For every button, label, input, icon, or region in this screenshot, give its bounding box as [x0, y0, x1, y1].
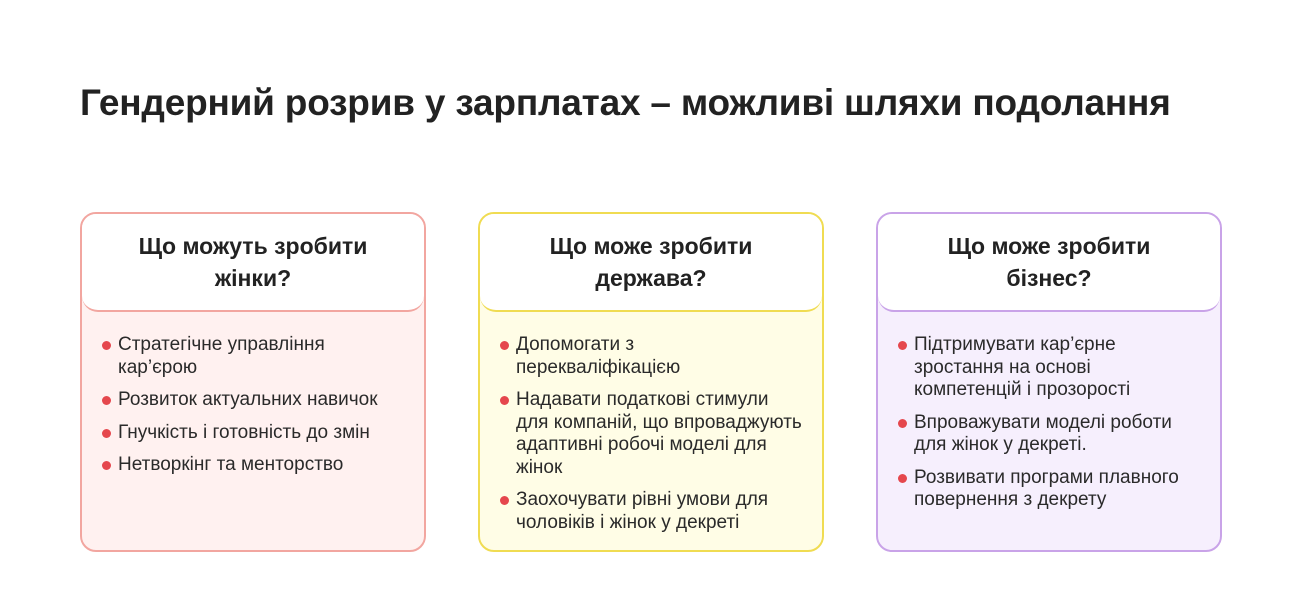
card-items [480, 312, 822, 534]
bullet-dot [898, 474, 907, 483]
list-item [102, 454, 404, 477]
card-title: Що може зробити бізнес? [947, 233, 1151, 291]
list-item-text: Надавати податкові стимули для компаній, що впроваджують адаптивні робочі моделі для жінок [516, 389, 802, 478]
list-item-text: Розвивати програми плавного повернення з декрету [914, 466, 1179, 510]
bullet-dot [102, 429, 111, 438]
card-items [878, 312, 1220, 512]
bullet-dot [102, 341, 111, 350]
bullet-dot [500, 496, 509, 505]
list-item-text: Гнучкість і готовність до змін [118, 421, 370, 443]
card-women [80, 212, 426, 552]
card-header [480, 214, 822, 312]
list-item [102, 334, 404, 379]
list-item [898, 334, 1200, 402]
card-title: Що може зробити держава? [549, 233, 753, 291]
card-title: Що можуть зробити жінки? [138, 233, 368, 291]
list-item [102, 389, 404, 412]
bullet-dot [500, 341, 509, 350]
page-title: Гендерний розрив у зарплатах – можливі шляхи подолання [80, 82, 1171, 123]
card-header [82, 214, 424, 312]
bullet-dot [102, 461, 111, 470]
list-item [898, 467, 1200, 512]
card-items [82, 312, 424, 477]
list-item [500, 334, 802, 379]
card-state [478, 212, 824, 552]
list-item [898, 412, 1200, 457]
list-item-text: Впроважувати моделі роботи для жінок у декреті. [914, 411, 1172, 455]
list-item-text: Допомогати з перекваліфікацією [516, 334, 681, 378]
card-business [876, 212, 1222, 552]
list-item-text: Заохочувати рівні умови для чоловіків і жінок у декреті [516, 489, 769, 533]
card-header [878, 214, 1220, 312]
list-item-text: Підтримувати кар’єрне зростання на основі компетенцій і прозорості [914, 334, 1131, 400]
list-item-text: Розвиток актуальних навичок [118, 389, 378, 410]
list-item [500, 389, 802, 479]
cards-container [80, 212, 1224, 554]
bullet-dot [898, 419, 907, 428]
list-item-text: Нетворкінг та менторство [118, 454, 344, 475]
list-item [500, 489, 802, 534]
bullet-dot [898, 341, 907, 350]
bullet-dot [500, 396, 509, 405]
bullet-dot [102, 396, 111, 405]
list-item-text: Стратегічне управління кар’єрою [118, 334, 325, 378]
list-item [102, 422, 404, 445]
